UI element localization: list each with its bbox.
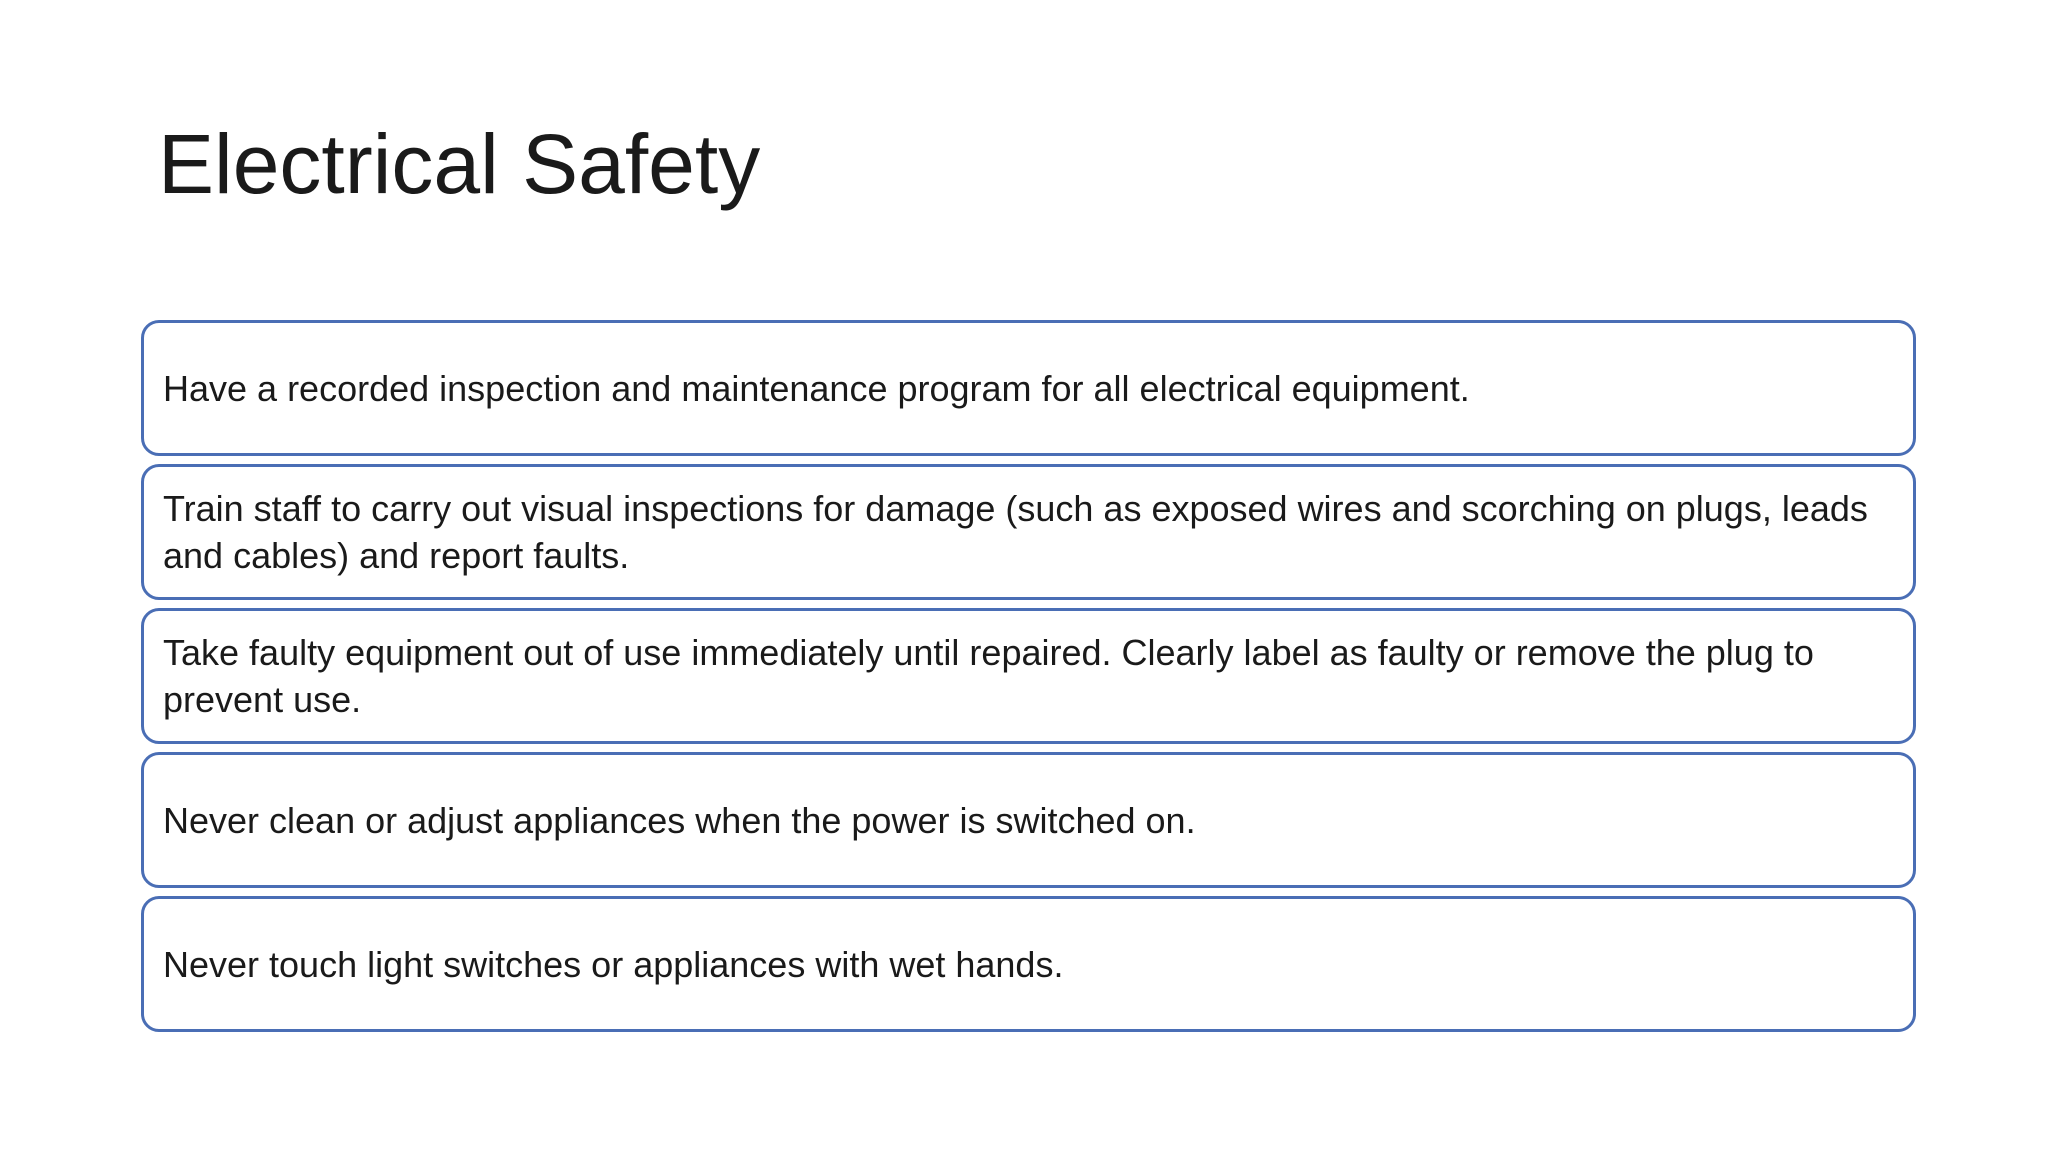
rule-box (141, 896, 1916, 1032)
slide-title: Electrical Safety (158, 117, 761, 211)
rule-box (141, 608, 1916, 744)
rule-text: Train staff to carry out visual inspections for damage (such as exposed wires and scorching on plugs, leads and cables) and report faults. (163, 488, 1868, 576)
rule-text: Take faulty equipment out of use immediately until repaired. Clearly label as faulty or remove the plug to prevent use. (163, 632, 1814, 720)
safety-rules-list (141, 320, 1916, 1040)
rule-text: Never touch light switches or appliances with wet hands. (163, 943, 1064, 985)
rule-box (141, 752, 1916, 888)
rule-text: Never clean or adjust appliances when the power is switched on. (163, 799, 1196, 841)
rule-box (141, 320, 1916, 456)
rule-text: Have a recorded inspection and maintenance program for all electrical equipment. (163, 367, 1470, 409)
rule-box (141, 464, 1916, 600)
